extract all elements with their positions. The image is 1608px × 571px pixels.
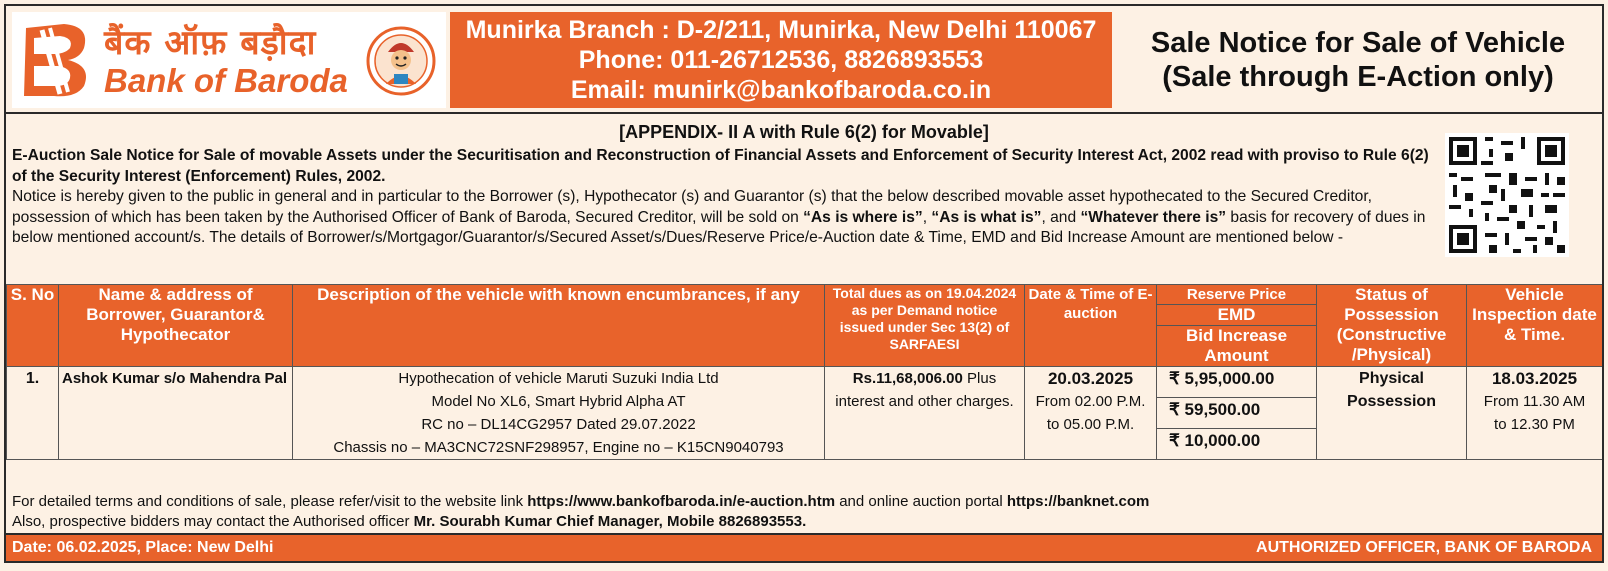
row-vehicle-description [293,367,825,460]
intro-quote-1: “As is where is” [803,208,923,226]
row-possession-status: Physical Possession [1317,367,1467,460]
terms-line-1 [12,492,1592,512]
intro-text-2: basis for recovery of dues in below mentioned account/s. The details of Borrower/s/Mortgagor/Guarantor/s/Secured Asset/s/Dues/Reserve Price/e-Auction date & Time, EMD and Bid Increase Amount are mentioned below - [12,208,1426,246]
header-inspection: Vehicle Inspection date & Time. [1467,285,1603,367]
auction-link[interactable]: https://www.bankofbaroda.in/e-auction.htm [527,493,836,510]
header-name: Name & address of Borrower, Guarantor& Hypothecator [59,285,293,367]
vehicle-desc-line-4: Chassis no – MA3CNC72SNF298957, Engine no – K15CN9040793 [333,439,784,456]
header-description: Description of the vehicle with known encumbrances, if any [293,285,825,367]
banknet-link[interactable]: https://banknet.com [1006,493,1150,510]
footer-date-place: Date: 06.02.2025, Place: New Delhi [12,539,274,556]
terms-text-3: Also, prospective bidders may contact the Authorised officer [12,513,414,530]
vehicle-desc-line-2: Model No XL6, Smart Hybrid Alpha AT [431,393,686,410]
header-bid-increase: Bid Increase Amount [1157,326,1317,367]
row-inspection-datetime [1467,367,1603,460]
header-dues: Total dues as on 19.04.2024 as per Demand notice issued under Sec 13(2) of SARFAESI [825,285,1025,367]
table-row [7,367,1603,398]
header-auction-date: Date & Time of E-auction [1025,285,1157,367]
dues-rest: Plus interest and other charges. [835,370,1014,410]
intro-quote-3: “Whatever there is” [1080,208,1227,226]
auction-time-to: to 05.00 P.M. [1046,416,1135,433]
notice-intro [12,146,1430,249]
dues-amount: Rs.11,68,006.00 [852,370,963,387]
officer-contact: Mr. Sourabh Kumar Chief Manager, Mobile 8826893553. [413,513,807,530]
branch-contact-panel [450,12,1112,108]
vehicle-desc-line-1: Hypothecation of vehicle Maruti Suzuki India Ltd [398,370,719,387]
auction-date: 20.03.2025 [1047,369,1134,388]
bank-of-baroda-logo-icon [20,20,96,100]
terms-line-2 [12,512,1592,532]
notice-subtitle: (Sale through E-Action only) [1162,61,1554,93]
bank-logo-panel [12,12,446,108]
intro-sep-2: , and [1041,208,1081,226]
intro-text-1: Notice is hereby given to the public in general and in particular to the Borrower (s), Hypothecator (s) and Guarantor (s) that the below described movable asset hypothecated to the Secured Creditor, possession of which has been taken by the Authorised Officer of Bank of Baroda, Secured Creditor, will be sold on [12,188,1372,226]
header-possession-status: Status of Possession (Constructive /Physical) [1317,285,1467,367]
notice-footer [6,533,1602,563]
qr-code-icon [1445,128,1569,262]
row-total-dues [825,367,1025,460]
logo-english-text: Bank of Baroda [104,62,348,99]
auction-time-from: From 02.00 P.M. [1035,393,1146,410]
bid-increase-value: ₹ 10,000.00 [1157,429,1317,460]
vehicle-desc-line-3: RC no – DL14CG2957 Dated 29.07.2022 [421,416,696,433]
header-sno: S. No [7,285,59,367]
header-reserve-price: Reserve Price [1157,285,1317,305]
notice-title-panel [1116,12,1600,108]
row-borrower-name: Ashok Kumar s/o Mahendra Pal [59,367,293,460]
terms-text-1: For detailed terms and conditions of sale, please refer/visit to the website link [12,493,528,510]
branch-phone: Phone: 011-26712536, 8826893553 [578,46,984,74]
reserve-price-value: ₹ 5,95,000.00 [1157,367,1317,398]
intro-paragraph [12,187,1430,249]
notice-title: Sale Notice for Sale of Vehicle [1150,27,1566,59]
terms-text-2: and online auction portal [835,493,1007,510]
inspection-date: 18.03.2025 [1491,369,1578,388]
inspection-time-from: From 11.30 AM [1483,393,1586,410]
logo-hindi-text: बैंक ऑफ़ बड़ौदा [104,23,317,63]
footer-authorized-officer: AUTHORIZED OFFICER, BANK OF BARODA [1256,539,1592,556]
intro-bold-paragraph: E-Auction Sale Notice for Sale of movable Assets under the Securitisation and Reconstruction of Financial Assets and Enforcement of Security Interest Act, 2002 read with proviso to Rule 6(2) of the Security Interest (Enforcement) Rules, 2002. [12,147,1429,185]
intro-quote-2: “As is what is” [931,208,1042,226]
notice-header [6,6,1602,114]
branch-address: Munirka Branch : D-2/211, Munirka, New Delhi 110067 [465,16,1097,44]
sale-notice [4,4,1604,563]
appendix-heading: [APPENDIX- II A with Rule 6(2) for Movable] [619,122,989,142]
row-sno: 1. [7,367,59,460]
inspection-time-to: to 12.30 PM [1494,416,1575,433]
intro-sep-1: , [922,208,932,226]
branch-email: Email: munirk@bankofbaroda.co.in [570,76,992,104]
table-header-row [7,285,1603,305]
row-auction-datetime [1025,367,1157,460]
header-emd: EMD [1157,305,1317,326]
auction-details-table [6,284,1603,460]
mascot-seal-icon [366,26,436,96]
emd-value: ₹ 59,500.00 [1157,398,1317,429]
terms-section [12,492,1592,532]
